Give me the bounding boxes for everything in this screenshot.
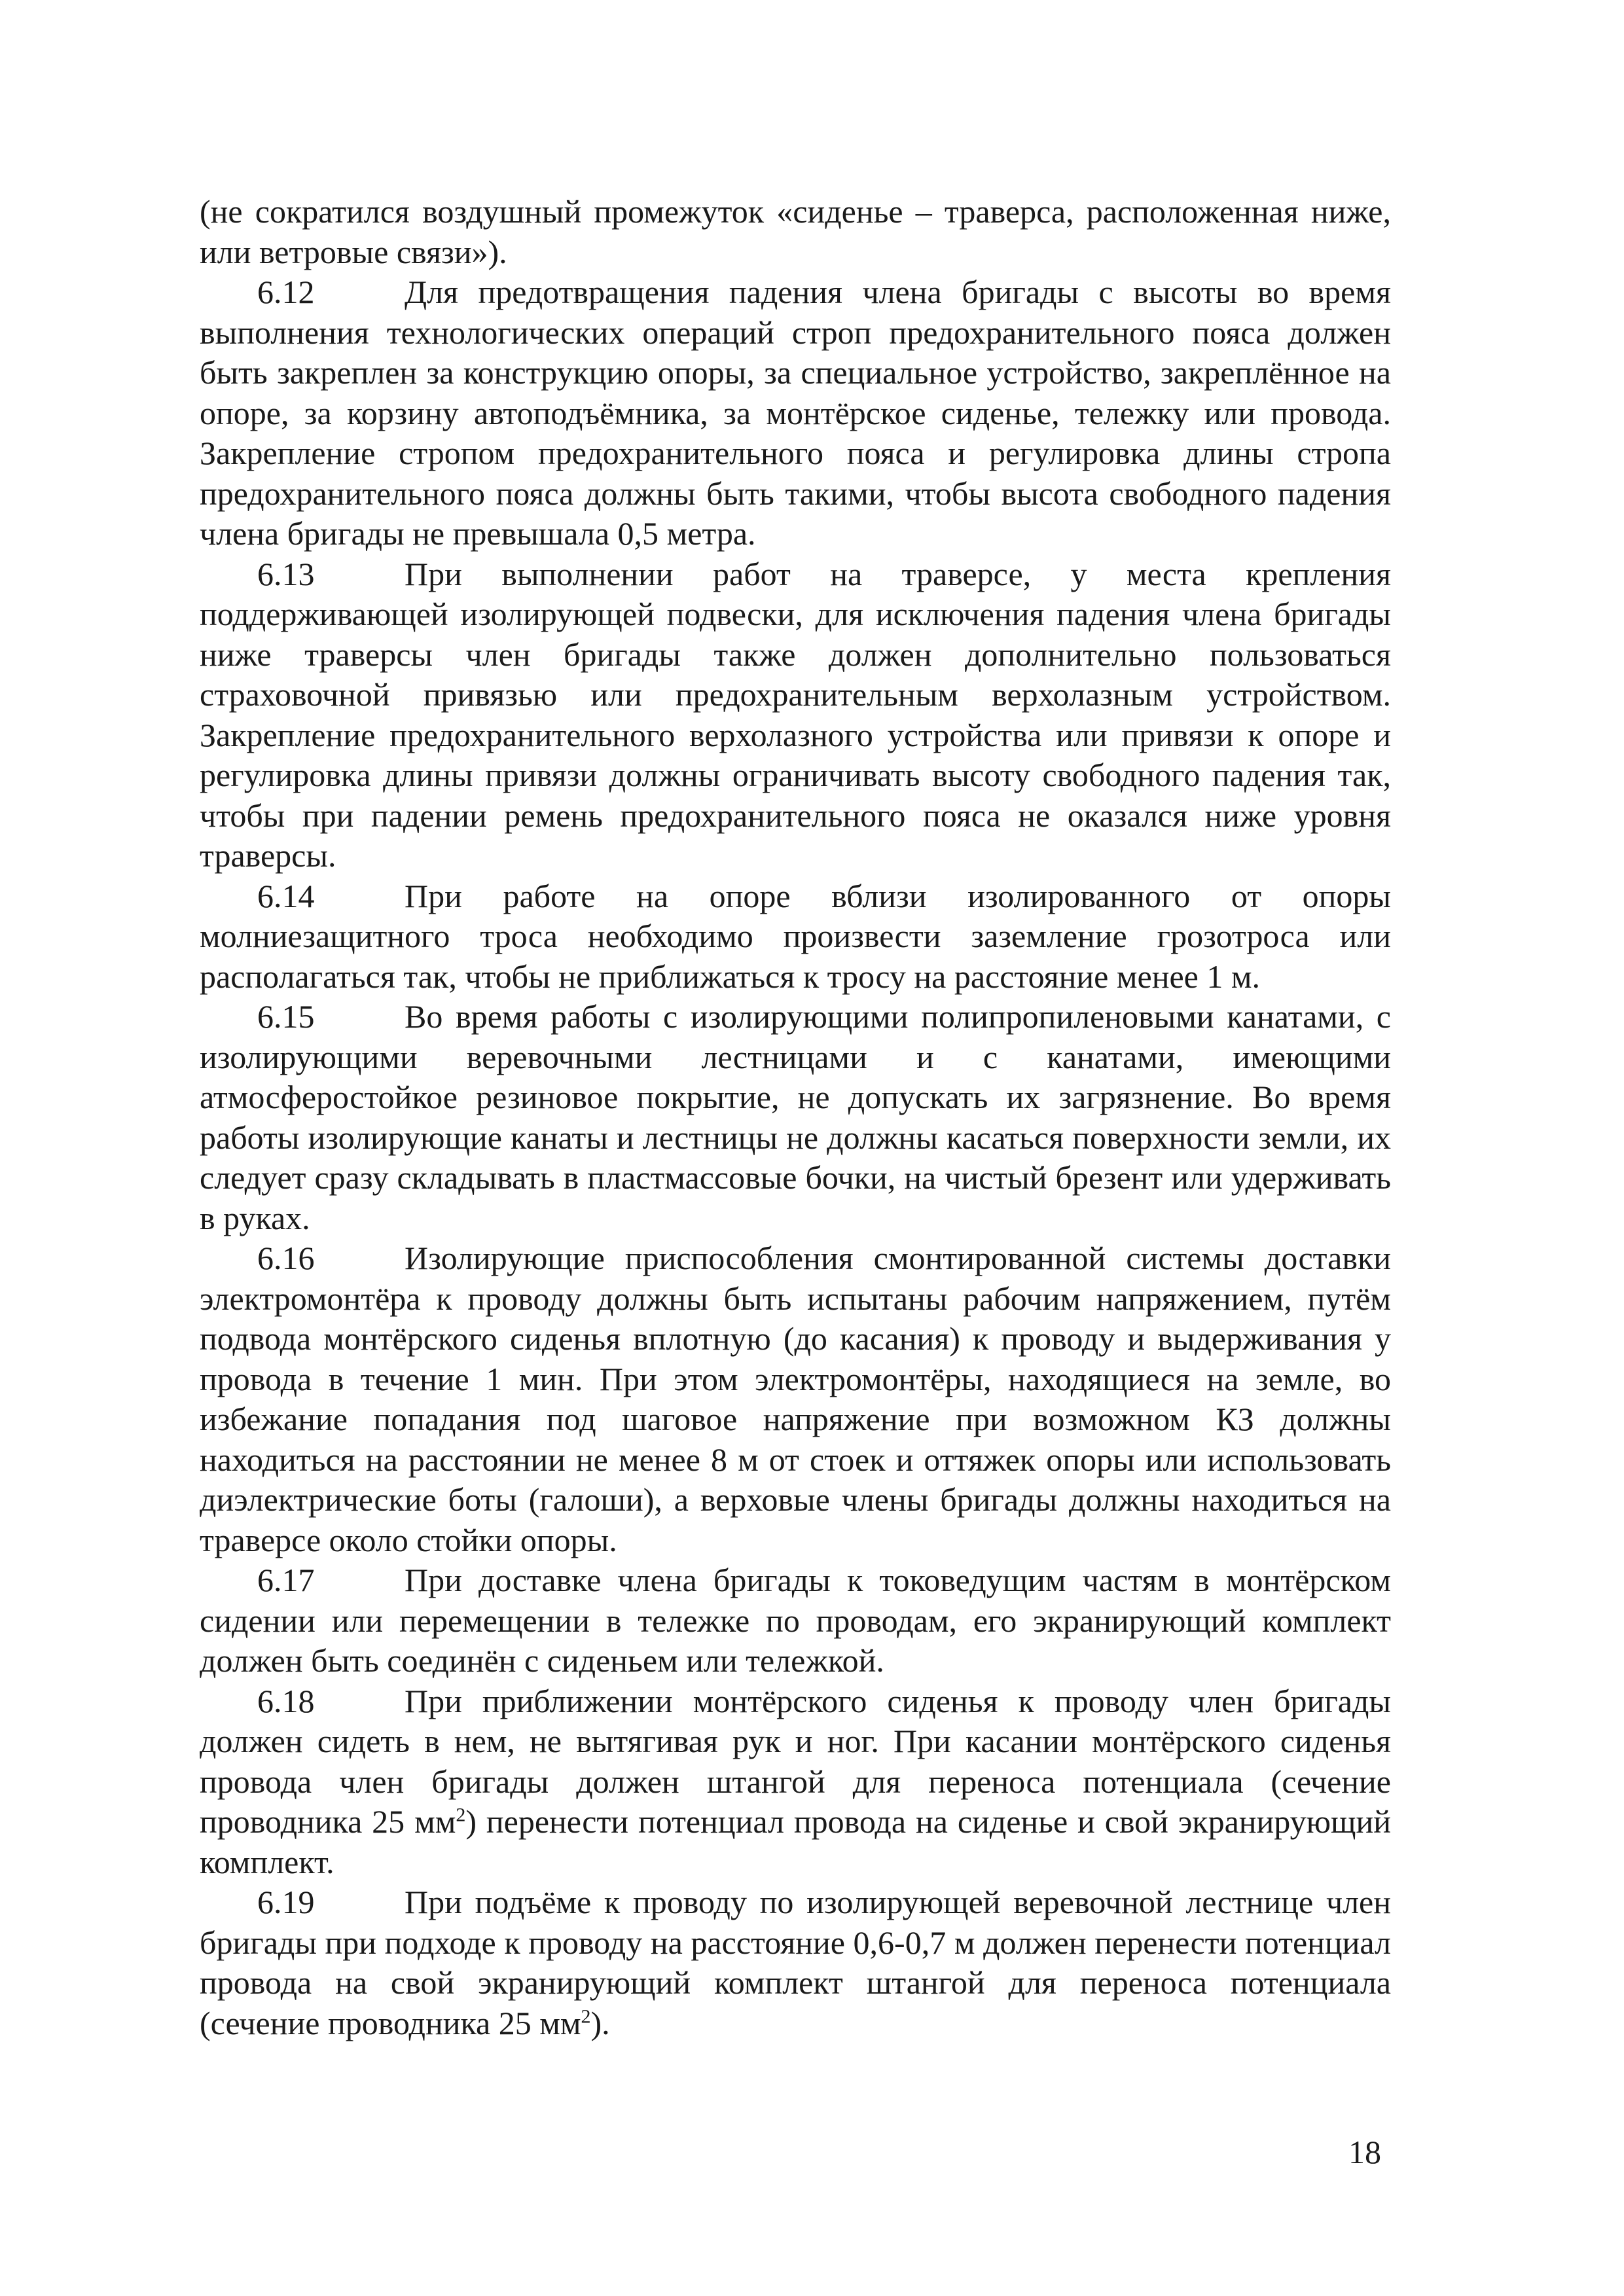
- section-number: 6.13: [257, 555, 315, 592]
- section-text-after-superscript: ).: [590, 2004, 610, 2041]
- section-text: Для предотвращения падения члена бригады с высоты во время выполнения технологических операций строп предохранительного пояса должен быть закреплен за конструкцию опоры, за специальное устройство, закреплённое на опоре, за корзину автоподъёмника, за монтёрское сиденье, тележку или провода. Закрепление стропом предохранительного пояса и регулировка длины стропа предохранительного пояса должны быть такими, чтобы высота свободного падения члена бригады не превышала 0,5 метра.: [200, 274, 1391, 552]
- section-text-before-superscript: При подъёме к проводу по изолирующей веревочной лестнице член бригады при подходе к проводу на расстояние 0,6-0,7 м должен перенести потенциал провода на свой экранирующий комплект штангой для переноса потенциала (сечение проводника 25 мм: [200, 1884, 1391, 2041]
- section-6-18: [200, 1681, 1391, 1883]
- superscript: 2: [456, 1804, 466, 1826]
- paragraph-continuation: [200, 192, 1391, 272]
- section-6-14: [200, 876, 1391, 997]
- section-6-19: [200, 1882, 1391, 2043]
- section-text: Изолирующие приспособления смонтированной системы доставки электромонтёра к проводу должны быть испытаны рабочим напряжением, путём подвода монтёрского сиденья вплотную (до касания) к проводу и выдерживания у провода в течение 1 мин. При этом электромонтёры, находящиеся на земле, во избежание попадания под шаговое напряжение при возможном КЗ должны находиться на расстоянии не менее 8 м от стоек и оттяжек опоры или использовать диэлектрические боты (галоши), а верховые члены бригады должны находиться на траверсе около стойки опоры.: [200, 1240, 1391, 1558]
- document-body: [200, 192, 1391, 2043]
- section-6-17: [200, 1560, 1391, 1681]
- section-text: Во время работы с изолирующими полипропиленовыми канатами, с изолирующими веревочными лестницами и с канатами, имеющими атмосферостойкое резиновое покрытие, не допускать их загрязнение. Во время работы изолирующие канаты и лестницы не должны касаться поверхности земли, их следует сразу складывать в пластмассовые бочки, на чистый брезент или удерживать в руках.: [200, 998, 1391, 1236]
- section-number: 6.17: [257, 1562, 315, 1598]
- section-text: При доставке члена бригады к токоведущим частям в монтёрском сидении или перемещении в тележке по проводам, его экранирующий комплект должен быть соединён с сиденьем или тележкой.: [200, 1562, 1391, 1679]
- section-6-12: [200, 272, 1391, 554]
- section-number: 6.16: [257, 1240, 315, 1276]
- section-number: 6.15: [257, 998, 315, 1035]
- superscript: 2: [581, 2005, 591, 2027]
- section-6-15: [200, 997, 1391, 1238]
- section-text: При работе на опоре вблизи изолированного от опоры молниезащитного троса необходимо произвести заземление грозотроса или располагаться так, чтобы не приближаться к тросу на расстояние менее 1 м.: [200, 877, 1391, 995]
- section-number: 6.12: [257, 274, 315, 310]
- section-number: 6.18: [257, 1682, 315, 1719]
- section-text-after-superscript: ) перенести потенциал провода на сиденье и свой экранирующий комплект.: [200, 1803, 1391, 1880]
- section-6-13: [200, 554, 1391, 876]
- section-6-16: [200, 1238, 1391, 1560]
- section-number: 6.19: [257, 1884, 315, 1920]
- section-number: 6.14: [257, 877, 315, 914]
- page-number: 18: [1348, 2134, 1381, 2170]
- section-text: При выполнении работ на траверсе, у места крепления поддерживающей изолирующей подвески, для исключения падения члена бригады ниже траверсы член бригады также должен дополнительно пользоваться страховочной привязью или предохранительным верхолазным устройством. Закрепление предохранительного верхолазного устройства или привязи к опоре и регулировка длины привязи должны ограничивать высоту свободного падения так, чтобы при падении ремень предохранительного пояса не оказался ниже уровня траверсы.: [200, 555, 1391, 874]
- section-text-before-superscript: При приближении монтёрского сиденья к проводу член бригады должен сидеть в нем, не вытягивая рук и ног. При касании монтёрского сиденья провода член бригады должен штангой для переноса потенциала (сечение проводника 25 мм: [200, 1682, 1391, 1840]
- paragraph-text: (не сократился воздушный промежуток «сиденье – траверса, расположенная ниже, или ветровые связи»).: [200, 193, 1391, 270]
